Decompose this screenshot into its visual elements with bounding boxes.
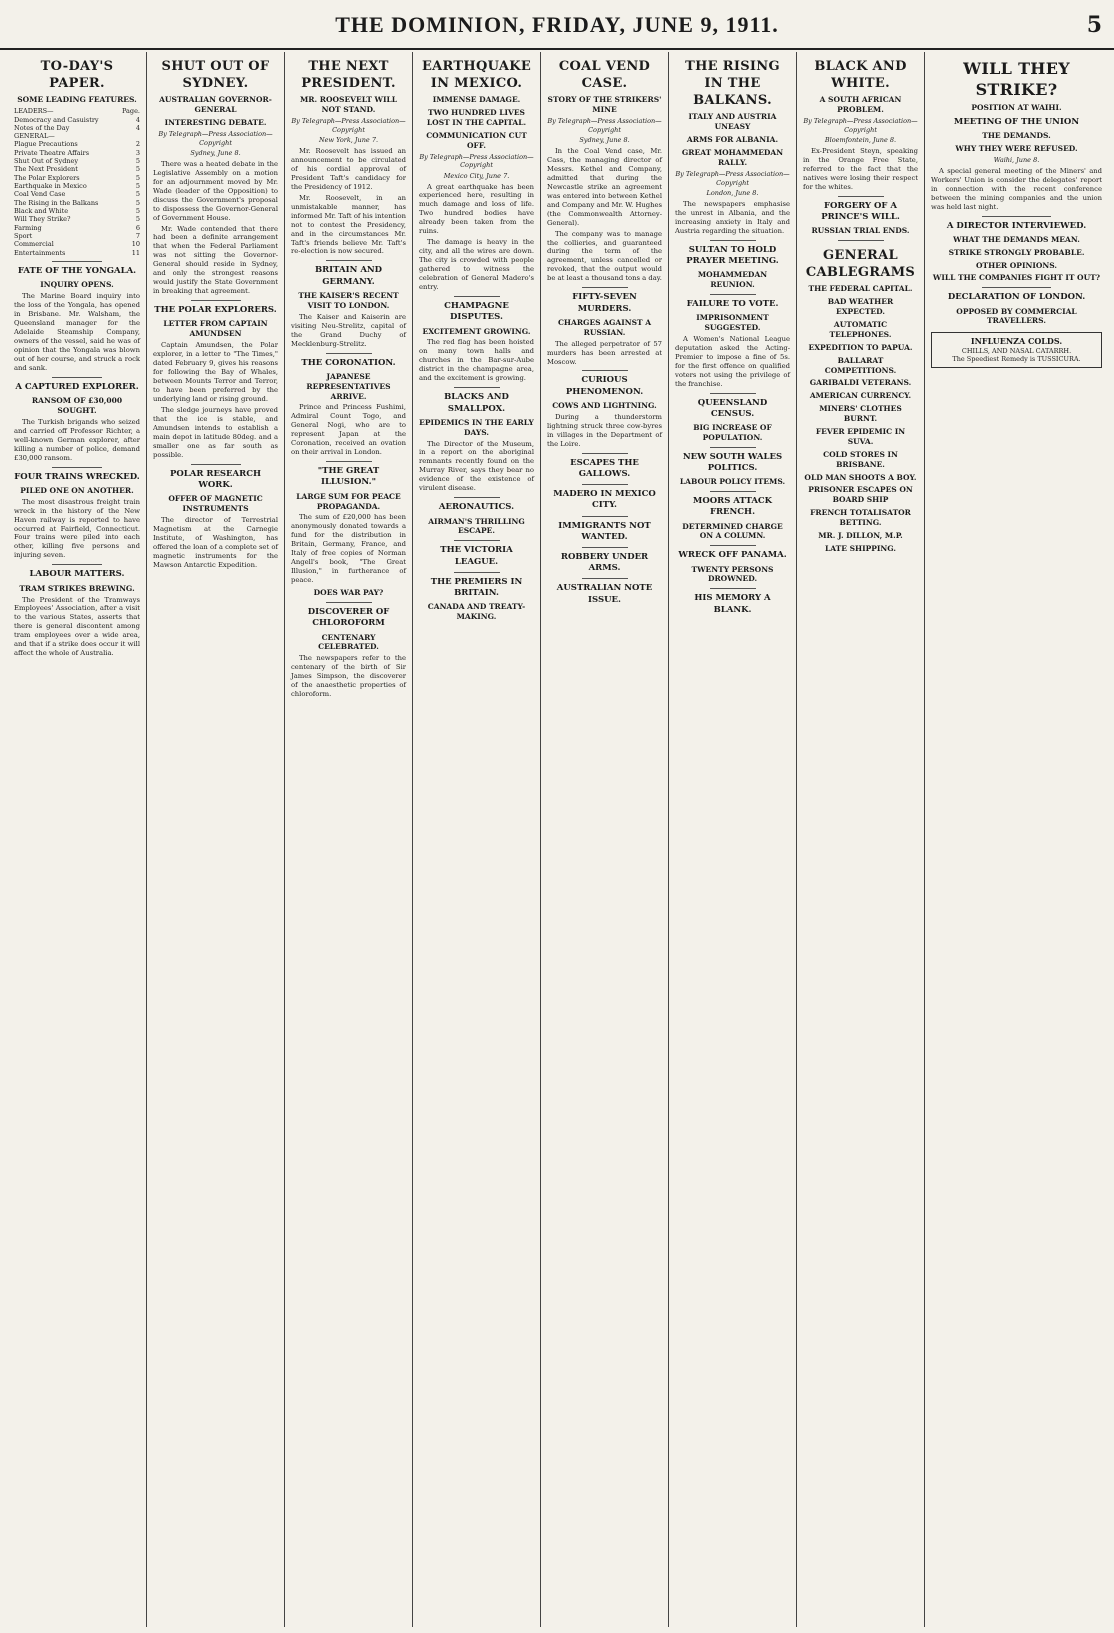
article-text: The President of the Tramways Employees' Association, after a visit to the various States, asserts that there is general discontent among tram employees over a wide area, and that if a strike does occur it will affect the whole of Australia.	[14, 595, 140, 658]
list-item: Will They Strike? 5	[14, 215, 140, 224]
article-subheading: RANSOM OF £30,000 SOUGHT.	[31, 395, 123, 415]
article-subheading: PRISONER ESCAPES ON BOARD SHIP	[808, 485, 913, 505]
divider	[326, 602, 372, 603]
article-subheading: MOHAMMEDAN REUNION.	[697, 269, 768, 289]
list-item: The Polar Explorers 5	[14, 173, 140, 182]
divider	[710, 545, 756, 546]
divider	[52, 261, 102, 262]
article-text: The most disastrous freight train wreck in the history of the New Haven railway is reported to have occurred at Fairfield, Connecticut. Four trains were piled into each other, killing five persons and injuring seven.	[14, 497, 140, 560]
article-subheading: BALLARAT COMPETITIONS.	[824, 355, 897, 375]
ad-text: The Speediest Remedy is TUSSICURA.	[952, 355, 1081, 364]
dateline: Waihi, June 8.	[993, 156, 1040, 165]
divider	[838, 240, 884, 241]
article-heading: SULTAN TO HOLD PRAYER MEETING.	[686, 244, 779, 266]
article-heading: FATE OF THE YONGALA.	[17, 265, 137, 276]
divider	[710, 588, 756, 589]
column-8	[924, 52, 1108, 1627]
divider	[326, 353, 372, 354]
divider	[838, 196, 884, 197]
article-subheading: CHARGES AGAINST A RUSSIAN.	[557, 317, 652, 337]
article-subheading: LARGE SUM FOR PEACE PROPAGANDA.	[296, 491, 401, 511]
list-item: Notes of the Day 4	[14, 123, 140, 132]
article-heading: WRECK OFF PANAMA.	[678, 550, 787, 561]
contents-list	[14, 107, 140, 257]
byline: By Telegraph—Press Association—Copyright	[547, 117, 662, 134]
divider	[710, 491, 756, 492]
list-item: Black and White 5	[14, 206, 140, 215]
list-item: Coal Vend Case 5	[14, 190, 140, 199]
heading: TO-DAY'S PAPER.	[40, 59, 114, 92]
column-5	[540, 52, 668, 1627]
article-heading: CURIOUS PHENOMENON.	[565, 375, 644, 397]
article-subheading: GREAT MOHAMMEDAN RALLY.	[681, 148, 784, 168]
article-text: In the Coal Vend case, Mr. Cass, the managing director of Messrs. Kethel and Company, admitted that during the Newcastle strike an agreement was entered into between Kethel and Company and Mr. W. Hughes (the Commonwealth Attorney-General).	[547, 146, 662, 227]
divider	[326, 461, 372, 462]
column-3	[284, 52, 412, 1627]
article-text: The newspapers refer to the centenary of the birth of Sir James Simpson, the discoverer of the anaesthetic properties of chloroform.	[291, 654, 406, 699]
article-heading: BLACKS AND SMALLPOX.	[444, 392, 509, 414]
article-subheading: EPIDEMICS IN THE EARLY DAYS.	[419, 417, 534, 437]
article-subheading: AUTOMATIC TELEPHONES.	[829, 319, 892, 339]
list-item: Commercial 10	[14, 240, 140, 249]
article-text: The alleged perpetrator of 57 murders has been arrested at Moscow.	[547, 339, 662, 366]
divider	[982, 287, 1050, 288]
advertisement	[931, 332, 1102, 368]
article-text: Prince and Princess Fushimi, Admiral Count Togo, and General Nogi, who are to represent Japan at the Coronation, received an ovation on their arrival in London.	[291, 403, 406, 457]
article-text: The director of Terrestrial Magnetism at the Carnegie Institute, of Washington, has offered the loan of a complete set of magnetic instruments for the Mawson Antarctic Expedition.	[153, 516, 278, 569]
list-item: Plague Precautions 2	[14, 140, 140, 149]
list-item: Entertainments 11	[14, 248, 140, 257]
article-heading: QUEENSLAND CENSUS.	[697, 397, 768, 419]
article-heading: NEW SOUTH WALES POLITICS.	[682, 451, 783, 473]
article-heading: GENERAL CABLEGRAMS	[805, 248, 916, 281]
divider	[582, 578, 628, 579]
byline: By Telegraph—Press Association—Copyright	[419, 152, 534, 170]
article-subheading: TRAM STRIKES BREWING.	[19, 583, 135, 593]
article-heading: IMMIGRANTS NOT WANTED.	[558, 520, 651, 542]
divider	[52, 377, 102, 378]
article-subheading: COWS AND LIGHTNING.	[552, 400, 657, 410]
divider	[454, 572, 500, 573]
article-text: Mr. Wade contended that there had been a definite arrangement that when the Federal Parliament was not sitting the Governor-General should reside in Sydney, and only the strongest reasons would justify the State Government in breaking that agreement.	[153, 224, 278, 296]
article-heading: FAILURE TO VOTE.	[686, 298, 779, 309]
list-item: LEADERS— Page.	[14, 107, 140, 116]
article-subheading: A SOUTH AFRICAN PROBLEM.	[819, 95, 902, 115]
article-subheading: WHAT THE DEMANDS MEAN.	[953, 234, 1080, 244]
article-subheading: POSITION AT WAIHI.	[971, 103, 1062, 113]
column-6	[668, 52, 796, 1627]
article-subheading: TWO HUNDRED LIVES LOST IN THE CAPITAL.	[426, 108, 527, 128]
article-heading: COAL VEND CASE.	[558, 59, 651, 92]
article-heading: A CAPTURED EXPLORER.	[15, 381, 139, 392]
article-subheading: INQUIRY OPENS.	[40, 280, 114, 290]
article-heading: MADERO IN MEXICO CITY.	[553, 489, 656, 511]
divider	[454, 497, 500, 498]
masthead-title: THE DOMINION, FRIDAY, JUNE 9, 1911.	[335, 12, 779, 37]
list-item: Sport 7	[14, 231, 140, 240]
article-heading: THE NEXT PRESIDENT.	[301, 59, 396, 92]
article-subheading: IMMENSE DAMAGE.	[432, 95, 521, 105]
article-heading: A DIRECTOR INTERVIEWED.	[946, 220, 1087, 231]
article-text: The Director of the Museum, in a report on the aboriginal remnants recently found on the Murray River, says they bear no evidence of the existence of virulent disease.	[419, 439, 534, 493]
article-subheading: COMMUNICATION CUT OFF.	[426, 130, 527, 150]
article-subheading: DETERMINED CHARGE ON A COLUMN.	[682, 521, 783, 541]
ad-heading: INFLUENZA COLDS.	[970, 336, 1063, 347]
article-subheading: EXCITEMENT GROWING.	[422, 326, 531, 336]
list-item: The Next President 5	[14, 165, 140, 174]
article-subheading: AIRMAN'S THRILLING ESCAPE.	[428, 516, 525, 536]
article-subheading: DOES WAR PAY?	[313, 588, 384, 598]
article-subheading: ARMS FOR ALBANIA.	[686, 135, 779, 145]
dateline: Mexico City, June 7.	[443, 171, 510, 180]
article-heading: POLAR RESEARCH WORK.	[169, 468, 261, 491]
article-heading: MEETING OF THE UNION	[953, 117, 1080, 128]
column-7	[796, 52, 924, 1627]
article-text: The Turkish brigands who seized and carried off Professor Richter, a well-known German explorer, after killing a number of police, demand £30,000 ransom.	[14, 417, 140, 462]
article-subheading: THE DEMANDS.	[982, 131, 1051, 141]
divider	[982, 216, 1050, 217]
article-subheading: TWENTY PERSONS DROWNED.	[691, 564, 774, 584]
article-subheading: AMERICAN CURRENCY.	[809, 391, 912, 401]
article-subheading: MINERS' CLOTHES BURNT.	[819, 404, 902, 424]
article-subheading: STORY OF THE STRIKERS' MINE	[547, 95, 662, 115]
article-heading: ESCAPES THE GALLOWS.	[570, 457, 639, 479]
article-subheading: JAPANESE REPRESENTATIVES ARRIVE.	[306, 371, 391, 401]
article-subheading: AUSTRALIAN GOVERNOR-GENERAL	[159, 95, 272, 115]
dateline: Bloemfontein, June 8.	[824, 136, 897, 145]
article-subheading: OTHER OPINIONS.	[976, 260, 1057, 270]
divider	[710, 447, 756, 448]
divider	[582, 516, 628, 517]
list-item: Shut Out of Sydney 5	[14, 157, 140, 166]
divider	[582, 547, 628, 548]
divider	[582, 484, 628, 485]
dateline: Sydney, June 8.	[579, 136, 630, 145]
divider	[710, 294, 756, 295]
divider	[710, 240, 756, 241]
article-text: A great earthquake has been experienced here, resulting in much damage and loss of life. Two hundred bodies have already been taken from the ruins.	[419, 182, 534, 236]
column-2	[146, 52, 284, 1627]
article-heading: LABOUR MATTERS.	[29, 569, 125, 580]
article-subheading: COLD STORES IN BRISBANE.	[823, 449, 898, 469]
article-text: A Women's National League deputation asked the Acting-Premier to impose a fine of 5s. for the first offence on qualified voters not using the privilege of the franchise.	[675, 334, 790, 388]
article-subheading: CENTENARY CELEBRATED.	[318, 632, 379, 652]
byline: By Telegraph—Press Association—Copyright	[675, 169, 790, 187]
byline: By Telegraph—Press Association—Copyright	[291, 117, 406, 134]
article-heading: THE PREMIERS IN BRITAIN.	[430, 576, 523, 598]
article-subheading: OFFER OF MAGNETIC INSTRUMENTS	[168, 494, 263, 514]
article-text: The company was to manage the collieries, and guaranteed during the term of the agreement, unless cancelled or revoked, that the output would be at least a thousand tons a day.	[547, 229, 662, 283]
article-subheading: IMPRISONMENT SUGGESTED.	[696, 312, 769, 332]
article-text: The Marine Board inquiry into the loss of the Yongala, has opened in Brisbane. Mr. Walsham, the Queensland manager for the Adelaide Steamship Company, owners of the vessel, said he was of opinion that the Yongala was blown out of her course, and struck a rock and sank.	[14, 291, 140, 372]
divider	[582, 453, 628, 454]
article-heading: AUSTRALIAN NOTE ISSUE.	[556, 583, 653, 605]
article-heading: FOUR TRAINS WRECKED.	[14, 471, 140, 482]
article-text: Mr. Roosevelt has issued an announcement to be circulated of his cordial approval of President Taft's candidacy for the Presidency of 1912.	[291, 146, 406, 191]
divider	[52, 467, 102, 468]
article-heading: BRITAIN AND GERMANY.	[314, 265, 383, 287]
article-text: There was a heated debate in the Legislative Assembly on a motion for an adjournment moved by Mr. Wade (leader of the Opposition) to discuss the Government's proposal to dispossess the Governor-General of Government House.	[153, 159, 278, 222]
divider	[326, 260, 372, 261]
article-subheading: THE KAISER'S RECENT VISIT TO LONDON.	[298, 290, 399, 310]
article-subheading: STRIKE STRONGLY PROBABLE.	[948, 247, 1085, 257]
subheading: SOME LEADING FEATURES.	[17, 95, 137, 105]
divider	[454, 540, 500, 541]
article-heading: SHUT OUT OF SYDNEY.	[161, 59, 270, 92]
article-heading: BLACK AND WHITE.	[814, 59, 907, 92]
article-text: The red flag has been hoisted on many town halls and churches in the Bar-sur-Aube district in the champagne area, and the excitement is growing.	[419, 338, 534, 383]
byline: By Telegraph—Press Association—Copyright	[803, 117, 918, 134]
article-subheading: OLD MAN SHOOTS A BOY.	[804, 472, 917, 482]
article-text: The sum of £20,000 has been anonymously donated towards a fund for the distribution in Britain, Germany, France, and Italy of free copies of Norman Angell's book, "The Great Illusion," in furtherance of peace.	[291, 513, 406, 585]
article-heading: "THE GREAT ILLUSION."	[317, 466, 380, 488]
masthead	[0, 0, 1114, 50]
article-subheading: GARIBALDI VETERANS.	[809, 378, 912, 388]
article-subheading: BIG INCREASE OF POPULATION.	[693, 423, 772, 442]
article-heading: EARTHQUAKE IN MEXICO.	[421, 59, 532, 92]
divider	[582, 370, 628, 371]
article-heading: MOORS ATTACK FRENCH.	[692, 496, 773, 518]
article-subheading: THE FEDERAL CAPITAL.	[808, 284, 913, 294]
list-item: Democracy and Casuistry 4	[14, 115, 140, 124]
list-item: GENERAL—	[14, 132, 55, 141]
divider	[52, 564, 102, 565]
divider	[191, 464, 241, 465]
article-subheading: LABOUR POLICY ITEMS.	[679, 477, 786, 487]
divider	[454, 387, 500, 388]
article-subheading: OPPOSED BY COMMERCIAL TRAVELLERS.	[956, 306, 1077, 326]
article-subheading: WILL THE COMPANIES FIGHT IT OUT?	[932, 273, 1101, 283]
article-heading: FORGERY OF A PRINCE'S WILL.	[821, 200, 900, 222]
article-text: During a thunderstorm lightning struck three cow-byres in villages in the Department of the Loire.	[547, 412, 662, 448]
article-subheading: INTERESTING DEBATE.	[164, 118, 267, 128]
article-subheading: MR. J. DILLON, M.P.	[818, 531, 903, 541]
article-subheading: BAD WEATHER EXPECTED.	[827, 297, 894, 317]
article-subheading: WHY THEY WERE REFUSED.	[955, 144, 1078, 154]
divider	[454, 296, 500, 297]
article-heading: THE RISING IN THE BALKANS.	[685, 59, 780, 109]
article-subheading: MR. ROOSEVELT WILL NOT STAND.	[299, 95, 398, 115]
article-subheading: LETTER FROM CAPTAIN AMUNDSEN	[163, 319, 268, 339]
article-heading: THE VICTORIA LEAGUE.	[440, 545, 513, 567]
column-4	[412, 52, 540, 1627]
divider	[710, 393, 756, 394]
list-item: Private Theatre Affairs 3	[14, 148, 140, 157]
article-subheading: ITALY AND AUSTRIA UNEASY	[688, 112, 777, 132]
article-subheading: LATE SHIPPING.	[825, 543, 896, 553]
article-subheading: CANADA AND TREATY-MAKING.	[427, 602, 526, 622]
article-subheading: RUSSIAN TRIAL ENDS.	[811, 226, 910, 236]
list-item: Farming 6	[14, 223, 140, 232]
divider	[582, 287, 628, 288]
column-1	[8, 52, 146, 1627]
ad-subheading: CHILLS, AND NASAL CATARRH.	[961, 346, 1072, 355]
page-number: 5	[1086, 12, 1102, 38]
article-heading: FIFTY-SEVEN MURDERS.	[572, 292, 637, 314]
article-text: Captain Amundsen, the Polar explorer, in a letter to "The Times," dated February 9, gives his reasons for following the Bay of Whales, between Mounts Terror and Terror, to have been preferred by the underlying land or rising ground.	[153, 341, 278, 404]
article-subheading: FEVER EPIDEMIC IN SUVA.	[815, 427, 906, 446]
article-text: Mr. Roosevelt, in an unmistakable manner, has informed Mr. Taft of his intention not to contest the Presidency, and in the circumstances Mr. Taft's friends believe Mr. Taft's re-election is now secured.	[291, 193, 406, 256]
dateline: London, June 8.	[706, 189, 759, 198]
article-heading: WILL THEY STRIKE?	[963, 59, 1070, 100]
dateline: Sydney, June 8.	[190, 149, 241, 158]
article-text: Ex-President Steyn, speaking in the Orange Free State, referred to the fact that the natives were losing their respect for the whites.	[803, 146, 918, 191]
article-heading: AERONAUTICS.	[438, 502, 515, 513]
article-heading: ROBBERY UNDER ARMS.	[560, 552, 649, 574]
article-heading: HIS MEMORY A BLANK.	[694, 593, 771, 615]
article-heading: DECLARATION OF LONDON.	[947, 292, 1086, 303]
byline: By Telegraph—Press Association—Copyright	[158, 129, 273, 147]
dateline: New York, June 7.	[318, 136, 379, 145]
article-text: A special general meeting of the Miners' and Workers' Union is consider the delegates' report in connection with the recent conference between the mining companies and the union was held last night.	[931, 166, 1102, 211]
article-heading: CHAMPAGNE DISPUTES.	[444, 301, 509, 323]
list-item: Earthquake in Mexico 5	[14, 182, 140, 191]
article-text: The sledge journeys have proved that the ice is stable, and Amundsen intends to establish a main depot in latitude 80deg. and a smaller one as far south as possible.	[153, 406, 278, 459]
article-subheading: FRENCH TOTALISATOR BETTING.	[810, 508, 911, 528]
list-item: The Rising in the Balkans 5	[14, 198, 140, 207]
article-subheading: EXPEDITION TO PAPUA.	[808, 342, 913, 352]
article-heading: DISCOVERER OF CHLOROFORM	[307, 607, 390, 629]
article-subheading: PILED ONE ON ANOTHER.	[20, 485, 134, 495]
article-heading: THE CORONATION.	[301, 357, 396, 368]
article-text: The Kaiser and Kaiserin are visiting Neu-Strelitz, capital of the Grand Duchy of Mecklenburg-Strelitz.	[291, 312, 406, 348]
columns	[8, 52, 1108, 1627]
article-text: The newspapers emphasise the unrest in Albania, and the increasing anxiety in Italy and Austria regarding the situation.	[675, 199, 790, 235]
article-heading: THE POLAR EXPLORERS.	[154, 305, 277, 316]
article-text: The damage is heavy in the city, and all the wires are down. The city is crowded with people gathered to witness the celebration of General Madero's entry.	[419, 238, 534, 292]
divider	[191, 300, 241, 301]
